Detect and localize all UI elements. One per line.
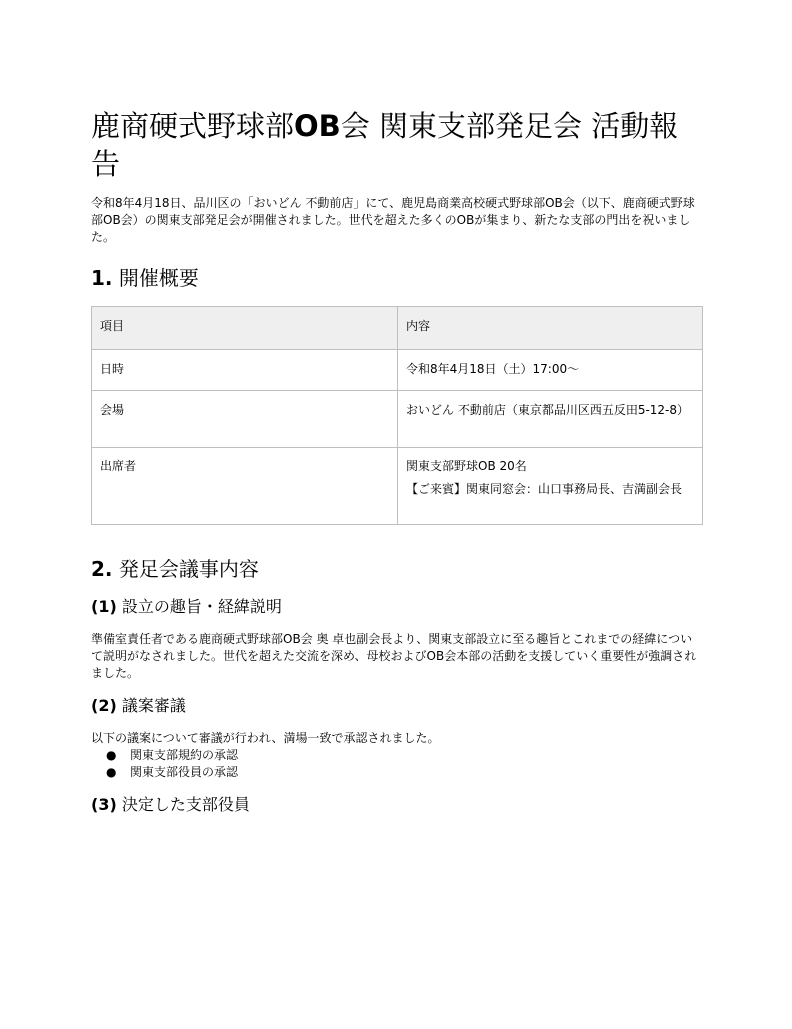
title-part-1: 鹿商硬式野球部 (91, 109, 295, 143)
subsection-3-title: 決定した支部役員 (121, 795, 250, 814)
table-row (92, 391, 703, 448)
table-cell-content (398, 350, 703, 391)
list-item-text: 関東支部規約の承認 (130, 748, 239, 762)
table-row (92, 448, 703, 525)
bullet-icon: ● (106, 748, 117, 762)
title-part-3: 会 関東支部発足会 活動報告 (91, 109, 679, 181)
cell-text: 令和8年4月18日（土）17:00〜 (406, 362, 580, 376)
subsection-1-number: (1) (91, 597, 117, 616)
subsection-2-number: (2) (91, 696, 117, 715)
section-2-heading (91, 555, 701, 583)
table-header-content: 内容 (398, 307, 703, 350)
page-title (91, 0, 701, 183)
list-item (106, 764, 701, 781)
section-1-title: 開催概要 (118, 266, 199, 290)
subsection-2-title: 議案審議 (121, 696, 186, 715)
table-cell-item: 出席者 (92, 448, 398, 525)
table-header-item: 項目 (92, 307, 398, 350)
cell-text: おいどん 不動前店（東京都品川区西五反田5-12-8） (406, 403, 690, 417)
subsection-3-heading (91, 793, 701, 817)
bullet-icon: ● (106, 765, 117, 779)
agenda-list (91, 747, 701, 781)
subsection-3-number: (3) (91, 795, 117, 814)
subsection-1-title: 設立の趣旨・経緯説明 (121, 597, 282, 616)
section-1-number: 1. (91, 266, 113, 290)
section-1-heading (91, 264, 701, 292)
subsection-1-heading (91, 595, 701, 619)
title-part-2: OB (294, 109, 341, 143)
section-2-title: 発足会議事内容 (118, 557, 259, 581)
table-row (92, 350, 703, 391)
table-header-row (92, 307, 703, 350)
section-2-number: 2. (91, 557, 113, 581)
list-item-text: 関東支部役員の承認 (130, 765, 239, 779)
cell-text: 【ご来賓】関東同窓会：山口事務局長、吉満副会長 (406, 482, 683, 496)
cell-text: 関東支部野球OB 20名 (406, 459, 527, 473)
table-cell-item: 日時 (92, 350, 398, 391)
event-summary-table (91, 306, 703, 525)
table-cell-content (398, 448, 703, 525)
table-cell-item: 会場 (92, 391, 398, 448)
table-cell-content (398, 391, 703, 448)
list-item (106, 747, 701, 764)
subsection-1-paragraph: 準備室責任者である鹿商硬式野球部OB会 奥 卓也副会長より、関東支部設立に至る趣旨とこれまでの経緯について説明がなされました。世代を超えた交流を深め、母校およびOB会本部の活動を支援していく重要性が強調されました。 (91, 632, 697, 680)
subsection-2-paragraph: 以下の議案について審議が行われ、満場一致で承認されました。 (91, 731, 440, 745)
subsection-2-heading (91, 694, 701, 718)
intro-paragraph: 令和8年4月18日、品川区の「おいどん 不動前店」にて、鹿児島商業高校硬式野球部OB会（以下、鹿商硬式野球部OB会）の関東支部発足会が開催されました。世代を超えた多くのOBが集まり、新たな支部の門出を祝いました。 (91, 196, 695, 244)
